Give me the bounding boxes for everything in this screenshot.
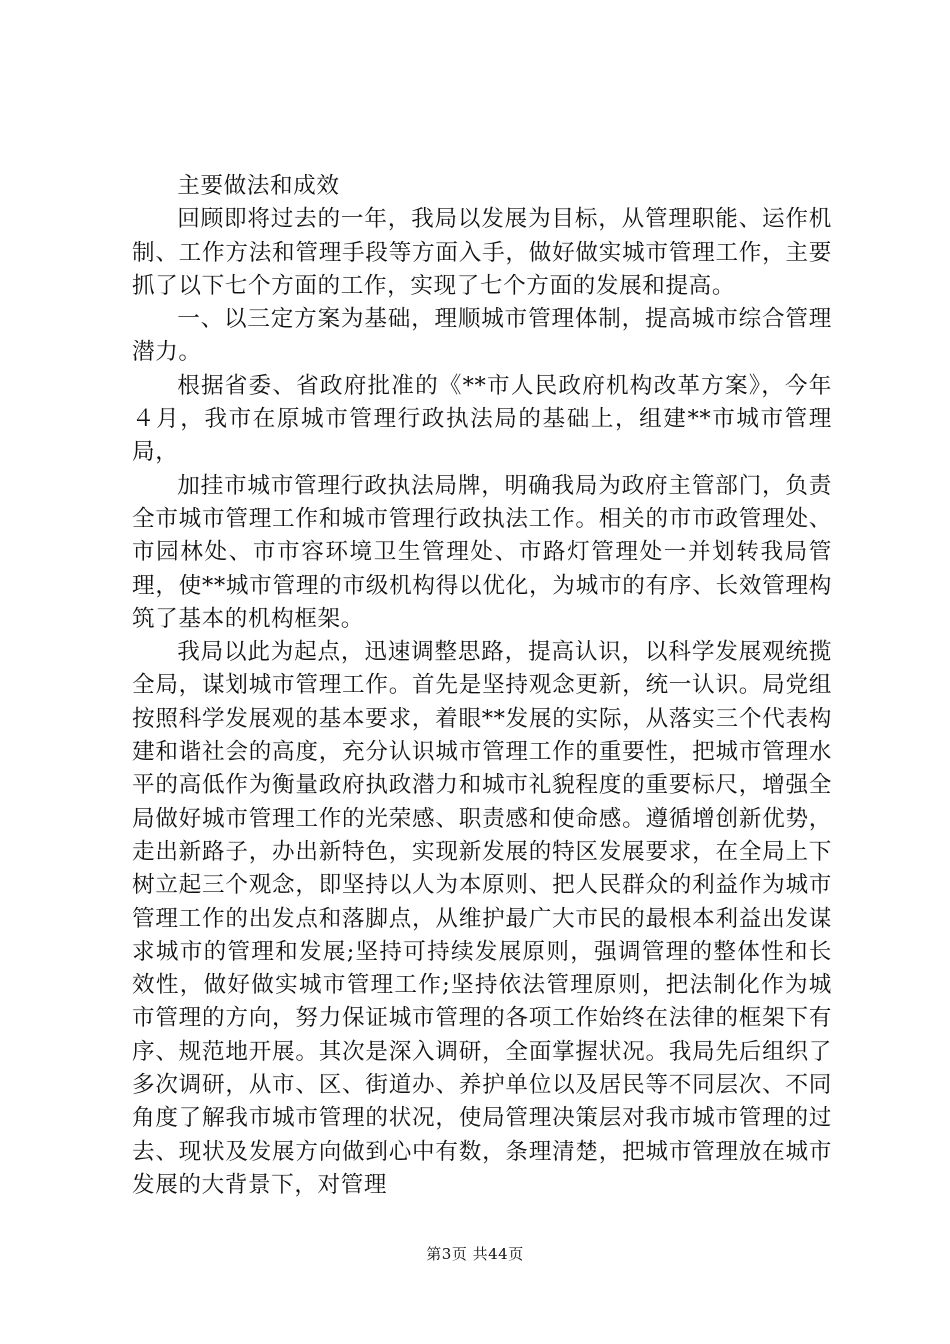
paragraph: 加挂市城市管理行政执法局牌，明确我局为政府主管部门，负责全市城市管理工作和城市管理行政执法工作。相关的市市政管理处、市园林处、市市容环境卫生管理处、市路灯管理处一并划转我局管理，使**城市管理的市级机构得以优化，为城市的有序、长效管理构筑了基本的机构框架。 [132,472,832,632]
paragraph: 回顾即将过去的一年，我局以发展为目标，从管理职能、运作机制、工作方法和管理手段等方面入手，做好做实城市管理工作，主要抓了以下七个方面的工作，实现了七个方面的发展和提高。 [132,206,832,299]
page-footer: 第3页 共44页 [426,1245,524,1263]
document-body [132,170,832,1202]
paragraph-heading: 一、以三定方案为基础，理顺城市管理体制，提高城市综合管理潜力。 [132,306,832,366]
paragraph: 根据省委、省政府批准的《**市人民政府机构改革方案》，今年４月，我市在原城市管理行政执法局的基础上，组建**市城市管理局， [132,372,832,466]
paragraph: 我局以此为起点，迅速调整思路，提高认识，以科学发展观统揽全局，谋划城市管理工作。首先是坚持观念更新，统一认识。局党组按照科学发展观的基本要求，着眼**发展的实际，从落实三个代表构建和谐社会的高度，充分认识城市管理工作的重要性，把城市管理水平的高低作为衡量政府执政潜力和城市礼貌程度的重要标尺，增强全局做好城市管理工作的光荣感、职责感和使命感。遵循增创新优势，走出新路子，办出新特色，实现新发展的特区发展要求，在全局上下树立起三个观念，即坚持以人为本原则、把人民群众的利益作为城市管理工作的出发点和落脚点，从维护最广大市民的最根本利益出发谋求城市的管理和发展;坚持可持续发展原则，强调管理的整体性和长效性，做好做实城市管理工作;坚持依法管理原则，把法制化作为城市管理的方向，努力保证城市管理的各项工作始终在法律的框架下有序、规范地开展。其次是深入调研，全面掌握状况。我局先后组织了多次调研，从市、区、街道办、养护单位以及居民等不同层次、不同角度了解我市城市管理的状况，使局管理决策层对我市城市管理的过去、现状及发展方向做到心中有数，条理清楚，把城市管理放在城市发展的大背景下，对管理 [132,639,832,1198]
section-heading: 主要做法和成效 [177,173,340,199]
